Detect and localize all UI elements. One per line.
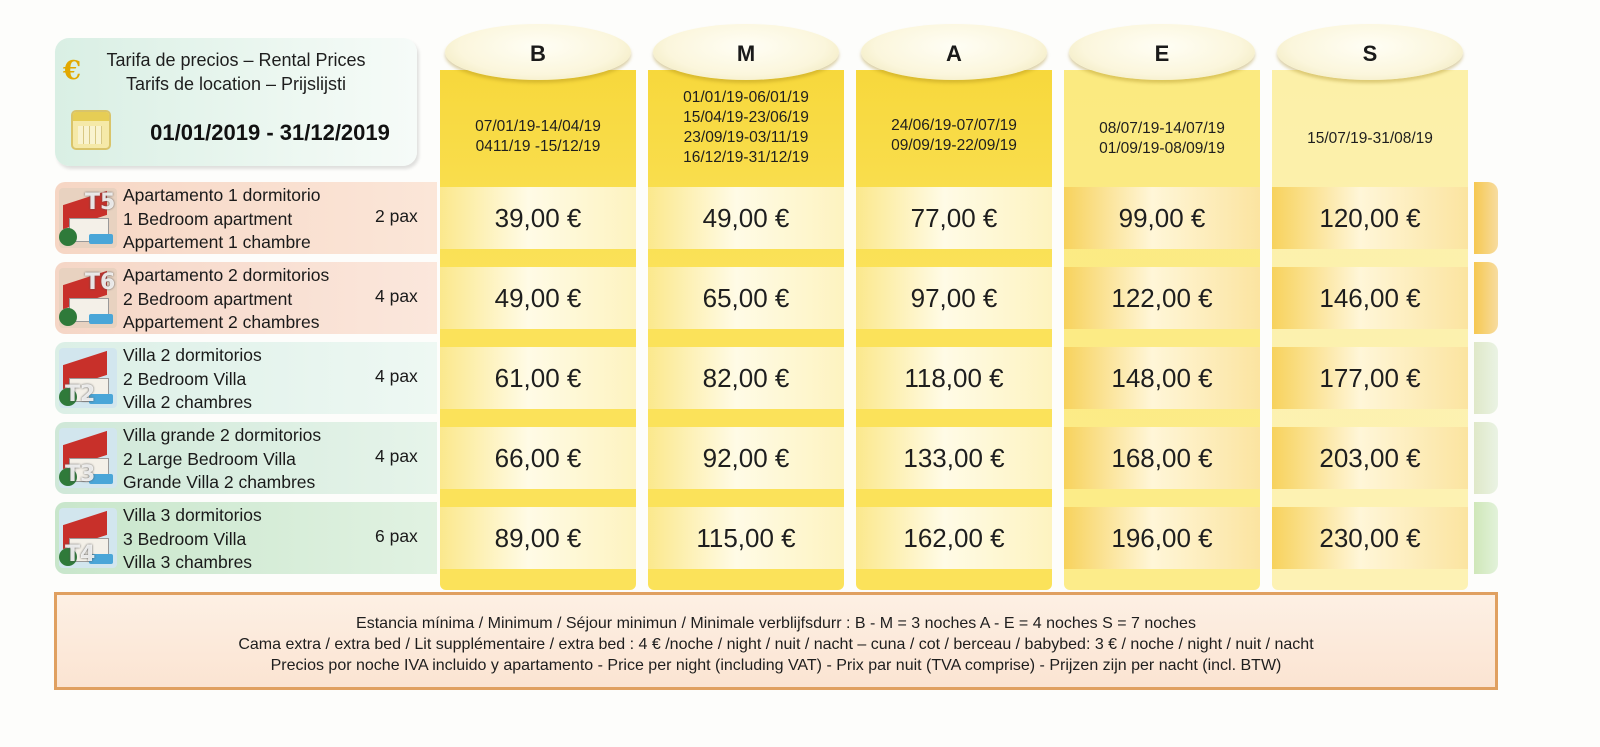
unit-name-fr: Appartement 1 chambre bbox=[123, 232, 311, 252]
unit-name-es: Villa 2 dormitorios bbox=[123, 345, 262, 365]
price-cell bbox=[856, 427, 1052, 489]
season-label-m: M bbox=[653, 24, 839, 80]
price-list-header bbox=[55, 38, 417, 166]
date-range: 24/06/19-07/07/19 bbox=[891, 117, 1017, 134]
price-value: 39,00 € bbox=[494, 203, 582, 233]
price-value: 133,00 € bbox=[903, 443, 1005, 473]
row-end-cap bbox=[1474, 342, 1498, 414]
price-cell bbox=[440, 347, 636, 409]
pax-count: 4 pax bbox=[375, 366, 418, 386]
price-cell bbox=[856, 507, 1052, 569]
price-value: 77,00 € bbox=[910, 203, 998, 233]
date-range: 09/09/19-22/09/19 bbox=[891, 137, 1017, 154]
row-apartment-2-bedrooms bbox=[55, 262, 437, 334]
price-cell bbox=[856, 347, 1052, 409]
price-cell bbox=[648, 187, 844, 249]
unit-name-fr: Grande Villa 2 chambres bbox=[123, 472, 316, 492]
price-value: 92,00 € bbox=[702, 443, 790, 473]
price-cell bbox=[648, 427, 844, 489]
validity-date-range: 01/01/2019 - 31/12/2019 bbox=[150, 120, 390, 145]
conditions-footer bbox=[54, 592, 1498, 690]
unit-name-en: 2 Large Bedroom Villa bbox=[123, 448, 296, 469]
unit-names bbox=[123, 424, 321, 495]
price-cell bbox=[1064, 507, 1260, 569]
date-range: 15/04/19-23/06/19 bbox=[683, 109, 809, 126]
price-value: 65,00 € bbox=[702, 283, 790, 313]
date-range: 07/01/19-14/04/19 bbox=[475, 118, 601, 135]
price-value: 115,00 € bbox=[696, 523, 796, 553]
price-cell bbox=[1272, 187, 1468, 249]
row-villa-large-2-bedrooms bbox=[55, 422, 437, 494]
pax-count: 6 pax bbox=[375, 526, 418, 546]
villa-thumbnail bbox=[59, 428, 117, 488]
date-range: 08/07/19-14/07/19 bbox=[1099, 120, 1225, 137]
date-range: 23/09/19-03/11/19 bbox=[683, 129, 809, 146]
unit-code: T6 bbox=[85, 270, 116, 295]
row-end-cap bbox=[1474, 502, 1498, 574]
price-cell bbox=[856, 267, 1052, 329]
date-range: 15/07/19-31/08/19 bbox=[1307, 130, 1433, 147]
unit-code: T5 bbox=[85, 190, 116, 215]
price-value: 196,00 € bbox=[1111, 523, 1213, 553]
price-value: 118,00 € bbox=[904, 363, 1004, 393]
price-cell bbox=[1064, 347, 1260, 409]
season-label-b: B bbox=[445, 24, 631, 80]
price-value: 177,00 € bbox=[1319, 363, 1421, 393]
date-range: 16/12/19-31/12/19 bbox=[683, 149, 809, 166]
season-label-s: S bbox=[1277, 24, 1463, 80]
unit-code: T4 bbox=[65, 542, 96, 567]
row-villa-3-bedrooms bbox=[55, 502, 437, 574]
price-value: 97,00 € bbox=[910, 283, 998, 313]
price-value: 162,00 € bbox=[903, 523, 1005, 553]
price-cell bbox=[1064, 187, 1260, 249]
title-line-2: Tarifs de location – Prijslijsti bbox=[125, 74, 347, 94]
unit-names bbox=[123, 504, 262, 575]
villa-thumbnail bbox=[59, 508, 117, 568]
price-value: 122,00 € bbox=[1111, 283, 1213, 313]
price-value: 203,00 € bbox=[1319, 443, 1421, 473]
row-end-cap bbox=[1474, 422, 1498, 494]
row-villa-2-bedrooms bbox=[55, 342, 437, 414]
pax-count: 4 pax bbox=[375, 286, 418, 306]
price-cell bbox=[648, 267, 844, 329]
unit-names bbox=[123, 344, 262, 415]
unit-code: T3 bbox=[65, 462, 96, 487]
apartment-thumbnail bbox=[59, 188, 117, 248]
season-label-e: E bbox=[1069, 24, 1255, 80]
unit-code: T2 bbox=[65, 382, 96, 407]
unit-name-es: Villa 3 dormitorios bbox=[123, 505, 262, 525]
date-range: 0411/19 -15/12/19 bbox=[475, 138, 601, 155]
price-value: 148,00 € bbox=[1111, 363, 1213, 393]
price-value: 66,00 € bbox=[494, 443, 582, 473]
pax-count: 4 pax bbox=[375, 446, 418, 466]
season-dates-b bbox=[440, 117, 636, 157]
row-end-cap bbox=[1474, 182, 1498, 254]
euro-icon: € bbox=[63, 56, 82, 86]
price-cell bbox=[1272, 267, 1468, 329]
price-value: 230,00 € bbox=[1319, 523, 1421, 553]
unit-name-fr: Villa 2 chambres bbox=[123, 392, 253, 412]
price-value: 99,00 € bbox=[1118, 203, 1206, 233]
unit-name-en: 3 Bedroom Villa bbox=[123, 528, 247, 549]
price-cell bbox=[1064, 267, 1260, 329]
price-value: 49,00 € bbox=[494, 283, 582, 313]
season-dates-e bbox=[1064, 119, 1260, 159]
unit-names bbox=[123, 184, 320, 255]
season-dates-m bbox=[648, 88, 844, 168]
price-cell bbox=[440, 427, 636, 489]
row-end-cap bbox=[1474, 262, 1498, 334]
apartment-thumbnail bbox=[59, 268, 117, 328]
season-label-a: A bbox=[861, 24, 1047, 80]
title-line-1: Tarifa de precios – Rental Prices bbox=[106, 50, 366, 70]
price-value: 61,00 € bbox=[494, 363, 582, 393]
price-cell bbox=[440, 267, 636, 329]
season-dates-s bbox=[1272, 129, 1468, 149]
price-cell bbox=[440, 507, 636, 569]
date-range: 01/09/19-08/09/19 bbox=[1099, 140, 1225, 157]
season-dates-a bbox=[856, 116, 1052, 156]
unit-name-en: 1 Bedroom apartment bbox=[123, 208, 293, 229]
price-value: 89,00 € bbox=[494, 523, 582, 553]
price-cell bbox=[440, 187, 636, 249]
price-value: 168,00 € bbox=[1111, 443, 1213, 473]
price-cell bbox=[648, 347, 844, 409]
villa-thumbnail bbox=[59, 348, 117, 408]
unit-name-fr: Appartement 2 chambres bbox=[123, 312, 320, 332]
price-cell bbox=[856, 187, 1052, 249]
price-value: 146,00 € bbox=[1319, 283, 1421, 313]
calendar-icon bbox=[71, 110, 111, 150]
minimum-stay-note: Estancia mínima / Minimum / Séjour minimun / Minimale verblijfsdurr : B - M = 3 noches A - E = 4 noches S = 7 noches bbox=[356, 615, 1196, 632]
row-apartment-1-bedroom bbox=[55, 182, 437, 254]
unit-names bbox=[123, 264, 329, 335]
unit-name-es: Apartamento 2 dormitorios bbox=[123, 265, 330, 285]
price-cell bbox=[1064, 427, 1260, 489]
price-cell bbox=[1272, 507, 1468, 569]
unit-name-en: 2 Bedroom Villa bbox=[123, 368, 247, 389]
price-cell bbox=[648, 507, 844, 569]
price-cell bbox=[1272, 427, 1468, 489]
price-value: 49,00 € bbox=[702, 203, 790, 233]
pax-count: 2 pax bbox=[375, 206, 418, 226]
date-range: 01/01/19-06/01/19 bbox=[683, 89, 809, 106]
unit-name-en: 2 Bedroom apartment bbox=[123, 288, 293, 309]
vat-note: Precios por noche IVA incluido y apartamento - Price per night (including VAT) - Prix par nuit (TVA comprise) - Prijzen zijn per nacht (incl. BTW) bbox=[270, 657, 1282, 674]
price-value: 120,00 € bbox=[1319, 203, 1421, 233]
unit-name-es: Villa grande 2 dormitorios bbox=[123, 425, 322, 445]
price-cell bbox=[1272, 347, 1468, 409]
unit-name-es: Apartamento 1 dormitorio bbox=[123, 185, 321, 205]
extra-bed-note: Cama extra / extra bed / Lit supplémentaire / extra bed : 4 € /noche / night / nuit / nacht – cuna / cot / berceau / babybed: 3 € / noche / night / nuit / nacht bbox=[238, 636, 1314, 653]
unit-name-fr: Villa 3 chambres bbox=[123, 552, 253, 572]
price-value: 82,00 € bbox=[702, 363, 790, 393]
